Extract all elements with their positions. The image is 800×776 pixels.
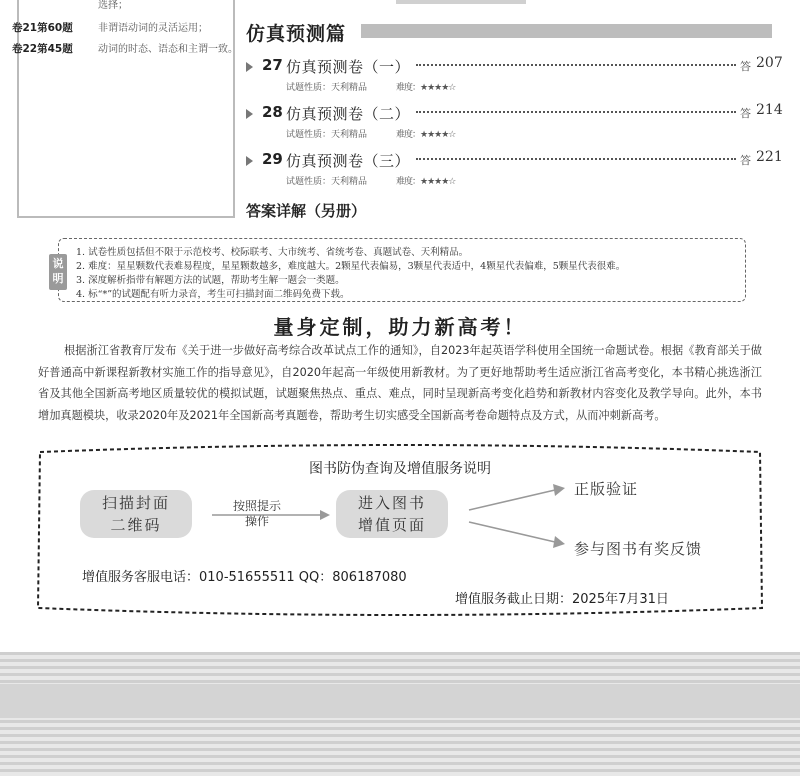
page-number: 214 [756,102,783,118]
exam-number: 28 [262,103,283,121]
page-number: 221 [756,149,783,165]
step-text: 二维码 [110,516,162,534]
arrow-right-icon [210,508,330,522]
branch-arrows-icon [465,480,575,554]
scan-cover-step [80,490,192,538]
index-row-tag: 卷21第60题 [12,22,73,34]
index-top-text: 选择； [98,0,128,11]
exam-number: 29 [262,150,283,168]
slogan: 量身定制，助力新高考！ [273,315,527,339]
intro-paragraph: 根据浙江省教育厅发布《关于进一步做好高考综合改革试点工作的通知》，自2023年起英语学科使用全国统一命题试卷。根据《教育部关于做好普通高中新课程新教材实施工作的指导意见》，自2020年起高一年级使用新教材。为了更好地帮助考生适应浙江省高考变化，本书精心挑选浙江省及其他全国新高考地区质量较优的模拟试题，试题聚焦热点、重点、难点，同时呈现新高考变化趋势和新教材内容变化及教学导向。此外，本书增加真题模块，收录2020年及2021年全国新高考真题卷，帮助考生切实感受全国新高考卷命题特点及方式，从而冲刺新高考。 [38,344,762,422]
exam-name: 仿真预测卷（三） [286,152,411,170]
result-feedback: 参与图书有奖反馈 [574,540,703,558]
section-title-bar [361,24,772,38]
note-line: 3. 深度解析指带有解题方法的试题，帮助考生解一题会一类题。 [76,275,345,286]
triangle-bullet-icon [246,156,253,166]
step-text: 扫描封面 [101,494,170,512]
exam-number: 27 [262,56,283,74]
answer-marker: 答 [740,107,751,120]
answer-marker: 答 [740,154,751,167]
leader-dots [416,158,736,160]
exam-difficulty: 难度：★★★★☆ [396,177,456,187]
leader-dots [416,111,736,113]
top-decoration [396,0,526,4]
index-row-desc: 动词的时态、语态和主谓一致。 [98,44,238,55]
exam-nature: 试题性质：天利精品 [286,130,368,140]
exam-entry[interactable] [246,103,786,147]
page-number: 207 [756,55,783,71]
arrow-label-text: 按照提示 [232,499,281,513]
exam-difficulty: 难度：★★★★☆ [396,130,456,140]
result-genuine: 正版验证 [574,480,639,498]
note-line: 1. 试卷性质包括但不限于示范校考、校际联考、大市统考、省统考卷、真题试卷、天利精品。 [76,247,469,258]
exam-name: 仿真预测卷（二） [286,105,411,123]
service-contact: 增值服务客服电话：010-51655511 QQ：806187080 [82,570,407,585]
exam-name: 仿真预测卷（一） [286,58,411,76]
note-line: 4. 标“*”的试题配有听力录音，考生可扫描封面二维码免费下载。 [76,289,350,300]
step-text: 进入图书 [357,494,426,512]
exam-entry[interactable] [246,56,786,100]
exam-nature: 试题性质：天利精品 [286,83,368,93]
step-text: 增值页面 [357,516,426,534]
service-deadline: 增值服务截止日期：2025年7月31日 [455,592,669,607]
exam-nature: 试题性质：天利精品 [286,177,368,187]
exam-entry[interactable] [246,150,786,194]
index-row-desc: 非谓语动词的灵活运用； [98,23,208,34]
notes-tag: 说明 [49,254,67,290]
arrow-label-text: 操作 [244,514,269,528]
triangle-bullet-icon [246,109,253,119]
service-title: 图书防伪查询及增值服务说明 [309,461,491,477]
index-row-tag: 卷22第45题 [12,43,73,55]
enter-page-step [336,490,448,538]
footer-stripes [0,652,800,776]
answer-section-title: 答案详解（另册） [246,202,367,220]
section-title: 仿真预测篇 [246,23,347,45]
triangle-bullet-icon [246,62,253,72]
note-line: 2. 难度：星星颗数代表难易程度，星星颗数越多，难度越大。2颗星代表偏易，3颗星代表适中，4颗星代表偏难，5颗星代表很难。 [76,261,626,272]
leader-dots [416,64,736,66]
answer-marker: 答 [740,60,751,73]
exam-difficulty: 难度：★★★★☆ [396,83,456,93]
